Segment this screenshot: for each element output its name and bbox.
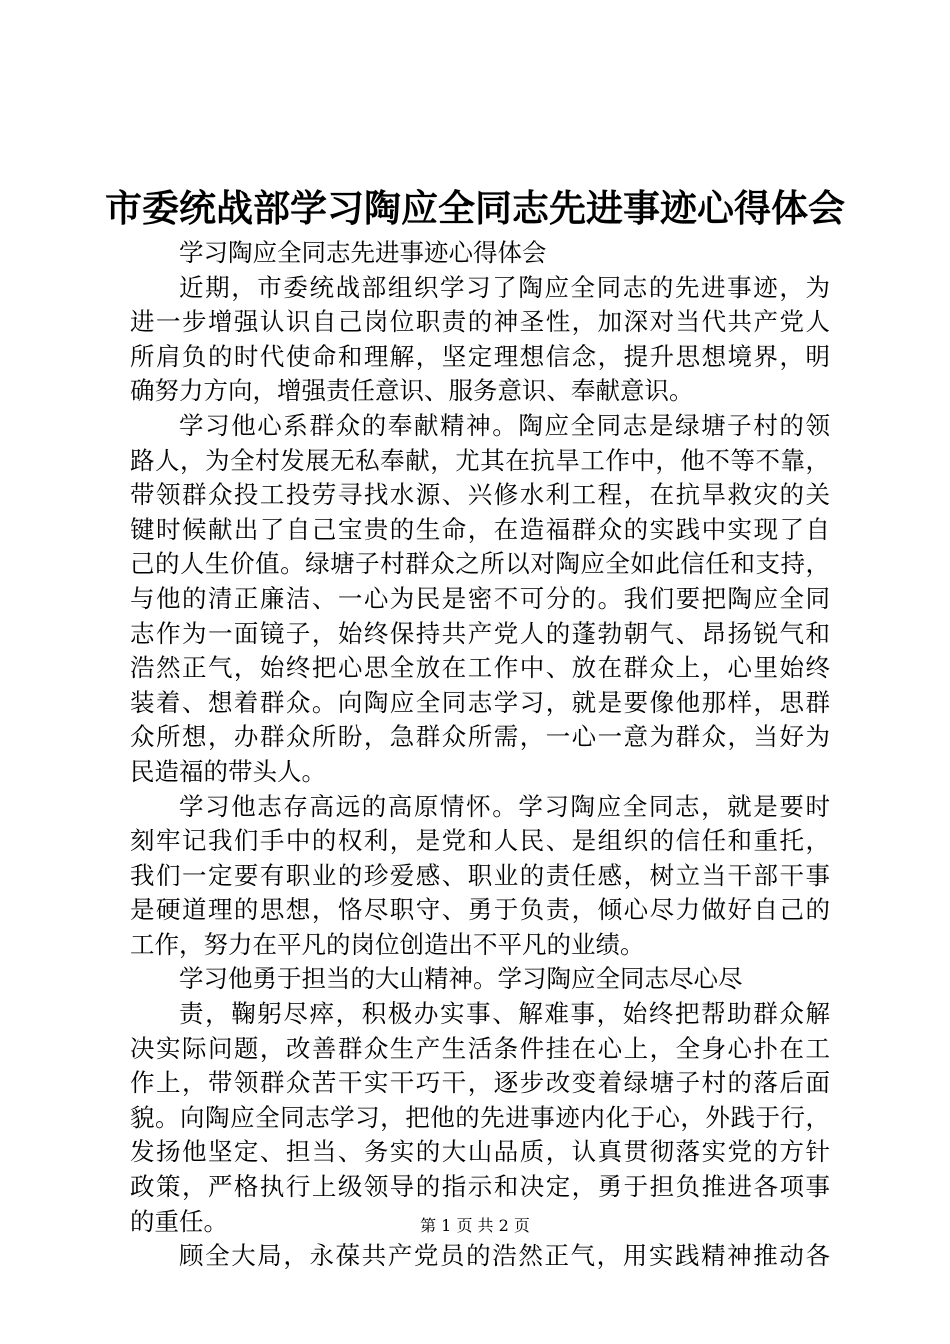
body-line: 工作，努力在平凡的岗位创造出不平凡的业绩。: [130, 929, 645, 959]
body-line: 是硬道理的思想，恪尽职守、勇于负责，倾心尽力做好自己的: [130, 895, 830, 925]
body-line: 路人，为全村发展无私奉献，尤其在抗旱工作中，他不等不靠，: [130, 445, 830, 475]
body-line: 己的人生价值。绿塘子村群众之所以对陶应全如此信任和支持，: [130, 549, 830, 579]
body-line: 顾全大局，永葆共产党员的浩然正气，用实践精神推动各: [179, 1241, 830, 1271]
body-line: 的重任。: [130, 1206, 228, 1236]
body-line: 学习他志存高远的高原情怀。学习陶应全同志，就是要时: [179, 791, 830, 821]
body-line: 我们一定要有职业的珍爱感、职业的责任感，树立当干部干事: [130, 860, 830, 890]
page-footer: 第 1 页 共 2 页: [420, 1216, 530, 1235]
body-line: 所肩负的时代使命和理解，坚定理想信念，提升思想境界，明: [130, 341, 830, 371]
body-line: 装着、想着群众。向陶应全同志学习，就是要像他那样，思群: [130, 687, 830, 717]
body-line: 近期，市委统战部组织学习了陶应全同志的先进事迹，为: [179, 272, 830, 302]
body-line: 作上，带领群众苦干实干巧干，逐步改变着绿塘子村的落后面: [130, 1068, 830, 1098]
body-line: 志作为一面镜子，始终保持共产党人的蓬勃朝气、昂扬锐气和: [130, 618, 830, 648]
body-line: 民造福的带头人。: [130, 756, 326, 786]
body-line: 貌。向陶应全同志学习，把他的先进事迹内化于心，外践于行，: [130, 1102, 830, 1132]
body-line: 确努力方向，增强责任意识、服务意识、奉献意识。: [130, 376, 694, 406]
body-line: 进一步增强认识自己岗位职责的神圣性，加深对当代共产党人: [130, 307, 830, 337]
body-line: 学习陶应全同志先进事迹心得体会: [179, 238, 547, 267]
body-line: 键时候献出了自己宝贵的生命，在造福群众的实践中实现了自: [130, 514, 830, 544]
document-title: 市委统战部学习陶应全同志先进事迹心得体会: [105, 186, 845, 230]
body-line: 众所想，办群众所盼，急群众所需，一心一意为群众，当好为: [130, 722, 830, 752]
body-line: 决实际问题，改善群众生产生活条件挂在心上，全身心扑在工: [130, 1033, 830, 1063]
body-line: 学习他勇于担当的大山精神。学习陶应全同志尽心尽: [179, 964, 743, 994]
body-line: 刻牢记我们手中的权利，是党和人民、是组织的信任和重托，: [130, 826, 830, 856]
body-line: 学习他心系群众的奉献精神。陶应全同志是绿塘子村的领: [179, 410, 830, 440]
body-line: 政策，严格执行上级领导的指示和决定，勇于担负推进各项事: [130, 1172, 830, 1202]
body-line: 浩然正气，始终把心思全放在工作中、放在群众上，心里始终: [130, 653, 830, 683]
body-line: 带领群众投工投劳寻找水源、兴修水利工程，在抗旱救灾的关: [130, 480, 830, 510]
body-line: 责，鞠躬尽瘁，积极办实事、解难事，始终把帮助群众解: [179, 999, 830, 1029]
body-line: 与他的清正廉洁、一心为民是密不可分的。我们要把陶应全同: [130, 583, 830, 613]
body-line: 发扬他坚定、担当、务实的大山品质，认真贯彻落实党的方针: [130, 1137, 830, 1167]
document-body: [130, 236, 830, 1274]
